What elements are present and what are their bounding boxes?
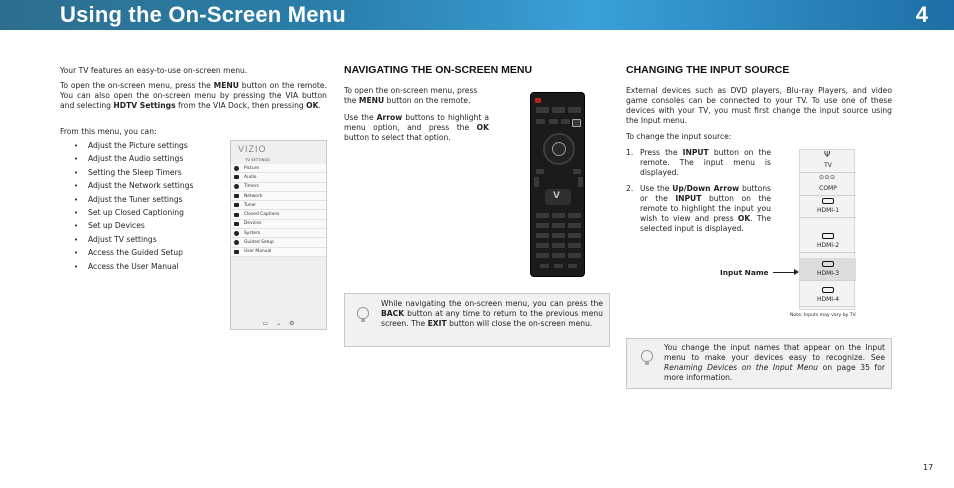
lightbulb-icon <box>641 350 653 362</box>
intro-text: Your TV features an easy-to-use on-screen menu. <box>60 66 248 75</box>
bold-text: INPUT <box>675 194 702 203</box>
text-run: To open the on-screen menu, press the <box>344 86 478 105</box>
gear-icon: ⚙ <box>289 320 295 327</box>
remote-button <box>534 177 539 187</box>
menu-item-label: Guided Setup <box>244 240 274 246</box>
open-menu-paragraph <box>60 81 327 111</box>
menu-item-audio <box>231 173 326 182</box>
remote-button <box>552 107 565 113</box>
nav-tip-text <box>381 299 603 329</box>
menu-features-list <box>60 141 230 275</box>
remote-button <box>536 169 544 174</box>
inputs-note: Note: Inputs may vary by TV. <box>790 313 857 318</box>
menu-item-user-manual <box>231 248 326 257</box>
nav-heading: NAVIGATING THE ON-SCREEN MENU <box>344 64 533 76</box>
remote-power-button <box>535 98 541 103</box>
input-item-hdmi-4 <box>800 284 856 307</box>
menu-item-label: Closed Captions <box>244 212 280 218</box>
nav-tip-box <box>344 293 610 347</box>
remote-button <box>552 243 565 248</box>
menu-title: TV SETTINGS <box>245 157 270 162</box>
list-item: • Adjust the Audio settings <box>60 154 230 167</box>
bold-text: INPUT <box>682 148 709 157</box>
from-menu-text: From this menu, you can: <box>60 127 157 136</box>
arrow-head-icon <box>794 269 799 275</box>
step-1-number: 1. <box>626 148 634 157</box>
menu-item-label: Devices <box>244 221 262 227</box>
remote-button <box>578 177 583 187</box>
menu-item-guided-setup <box>231 238 326 247</box>
input-label: TV <box>824 162 832 169</box>
text-run: Use the <box>344 113 377 122</box>
chapter-number: 4 <box>915 2 928 27</box>
manual-icon <box>233 249 240 255</box>
list-item: • Access the Guided Setup <box>60 248 230 261</box>
step-1-text <box>640 148 771 178</box>
remote-button <box>568 243 581 248</box>
hdmi-icon <box>822 261 834 267</box>
remote-via-button: V <box>545 189 571 205</box>
text-run: button will close the on-screen menu. <box>446 319 593 328</box>
page-title: Using the On-Screen Menu <box>60 2 346 27</box>
nav-paragraph-1 <box>344 86 490 106</box>
text-run: . <box>318 101 321 110</box>
remote-button <box>536 119 545 124</box>
text-run: buttons to highlight a menu option, and press the <box>344 113 489 132</box>
bold-text: Arrow <box>376 113 403 122</box>
bold-text: OK <box>476 123 489 132</box>
text-run: button on the remote to highlight the input you wish to view and press <box>640 194 771 223</box>
clock-icon <box>233 184 240 190</box>
input-label: HDMI-3 <box>816 270 840 277</box>
remote-button <box>568 264 577 268</box>
remote-button <box>568 223 581 228</box>
list-item: • Adjust the Picture settings <box>60 141 230 154</box>
menu-item-label: System <box>244 230 261 236</box>
remote-button <box>552 213 565 218</box>
remote-button <box>552 253 565 258</box>
bold-text: OK <box>737 214 751 223</box>
captions-icon <box>233 212 240 218</box>
list-item: • Set up Devices <box>60 221 230 234</box>
menu-bottom-bar <box>231 318 326 329</box>
text-run: Press the <box>640 148 683 157</box>
menu-item-label: Picture <box>244 165 260 171</box>
remote-button <box>568 213 581 218</box>
page-number: 17 <box>923 463 934 472</box>
remote-menu-button <box>572 119 581 127</box>
component-icon: ⊙⊙⊙ <box>819 173 836 181</box>
input-heading: CHANGING THE INPUT SOURCE <box>626 64 790 76</box>
menu-item-label: User Manual <box>244 249 272 255</box>
text-run: While navigating the on-screen menu, you can press the <box>381 299 603 308</box>
remote-button <box>540 264 549 268</box>
text-run: from the VIA Dock, then pressing <box>175 101 307 110</box>
remote-button <box>568 253 581 258</box>
list-item: • Set up Closed Captioning <box>60 208 230 221</box>
text-run: button on the remote. The input menu is displayed. <box>640 148 771 177</box>
remote-control-image <box>530 92 585 277</box>
antenna-icon: Ψ <box>824 150 831 159</box>
devices-icon <box>233 221 240 227</box>
input-item-comp <box>800 173 856 196</box>
list-item: • Adjust the Tuner settings <box>60 195 230 208</box>
text-run: button on the remote. You can also open the on-screen menu by pressing the VIA button and selecting <box>60 81 327 110</box>
list-item: • Setting the Sleep Timers <box>60 168 230 181</box>
menu-item-label: Network <box>244 193 263 199</box>
input-menu <box>799 149 855 310</box>
remote-button <box>536 213 549 218</box>
remote-ok-button <box>552 142 566 156</box>
wide-icon: ▭ <box>262 320 269 327</box>
remote-button <box>568 107 581 113</box>
remote-button <box>573 169 581 174</box>
tuner-icon <box>233 202 240 208</box>
input-label: HDMI-4 <box>816 296 840 303</box>
bold-text: EXIT <box>427 319 447 328</box>
tv-settings-menu <box>230 140 327 330</box>
menu-item-devices <box>231 220 326 229</box>
text-run: Use the <box>640 184 673 193</box>
vizio-logo: VIZIO <box>238 144 267 154</box>
remote-button <box>536 107 549 113</box>
menu-item-picture <box>231 164 326 173</box>
chevron-down-icon: ⌄ <box>276 320 282 327</box>
network-icon <box>233 193 240 199</box>
menu-item-timers <box>231 183 326 192</box>
step-2-number: 2. <box>626 184 634 193</box>
remote-button <box>536 223 549 228</box>
page-header <box>0 0 954 30</box>
input-item-hdmi-2 <box>800 230 856 253</box>
picture-icon <box>233 165 240 171</box>
input-label: COMP <box>819 184 837 192</box>
menu-item-network <box>231 192 326 201</box>
gear-icon <box>233 230 240 236</box>
list-item: • Access the User Manual <box>60 262 230 275</box>
remote-button <box>536 233 549 238</box>
list-item: • Adjust TV settings <box>60 235 230 248</box>
input-label: HDMI-2 <box>816 242 840 249</box>
menu-item-system <box>231 229 326 238</box>
text-run: To open the on-screen menu, press the <box>60 81 214 90</box>
hdmi-icon <box>822 287 834 293</box>
hdmi-icon <box>822 233 834 239</box>
remote-button <box>536 253 549 258</box>
input-tip-text <box>664 343 885 383</box>
menu-item-closed-captions <box>231 210 326 219</box>
hdmi-icon <box>822 198 834 204</box>
input-item-tv <box>800 150 856 173</box>
input-item-hdmi-1 <box>800 195 856 218</box>
text-run: on page 35 for more information. <box>664 363 885 382</box>
bold-text: BACK <box>381 309 405 318</box>
list-item: • Adjust the Network settings <box>60 181 230 194</box>
text-run: buttons or the <box>640 184 772 203</box>
text-run: . The selected input is displayed. <box>640 214 771 233</box>
remote-button <box>554 264 563 268</box>
menu-items <box>231 164 326 257</box>
remote-button <box>561 119 570 124</box>
step-2-text <box>640 184 771 234</box>
menu-item-label: Tuner <box>244 202 257 208</box>
bold-text: MENU <box>213 81 239 90</box>
guide-icon <box>233 240 240 246</box>
text-run: button on the remote. <box>384 96 471 105</box>
remote-button <box>552 233 565 238</box>
input-paragraph-1: External devices such as DVD players, Blu-ray Players, and video game consoles can be connected to your TV. To use one of these devices with your TV, you must first change the input source using the Input menu. <box>626 86 892 125</box>
bold-text: HDTV Settings <box>113 101 176 110</box>
bold-text: MENU <box>358 96 385 105</box>
remote-button <box>568 233 581 238</box>
remote-button <box>536 243 549 248</box>
lightbulb-icon <box>357 307 369 319</box>
menu-item-tuner <box>231 201 326 210</box>
text-run: button to select that option. <box>344 133 451 142</box>
input-item-hdmi-3 <box>800 258 856 281</box>
input-tip-box <box>626 338 892 389</box>
text-run: You change the input names that appear on the Input menu to make your devices easy to recognize. See <box>664 343 885 362</box>
input-label: HDMI-1 <box>816 207 840 214</box>
remote-button <box>552 223 565 228</box>
audio-icon <box>233 174 240 180</box>
input-paragraph-2: To change the input source: <box>626 132 732 141</box>
remote-button <box>549 119 558 124</box>
bold-text: Up/Down Arrow <box>672 184 740 193</box>
bold-text: OK <box>306 101 319 110</box>
italic-text: Renaming Devices on the Input Menu <box>664 363 818 372</box>
menu-item-label: Timers <box>244 184 259 190</box>
input-name-label: Input Name <box>720 268 769 277</box>
menu-item-label: Audio <box>244 174 257 180</box>
nav-paragraph-2 <box>344 113 489 143</box>
text-run: button at any time to return to the previous menu screen. The <box>381 309 603 328</box>
